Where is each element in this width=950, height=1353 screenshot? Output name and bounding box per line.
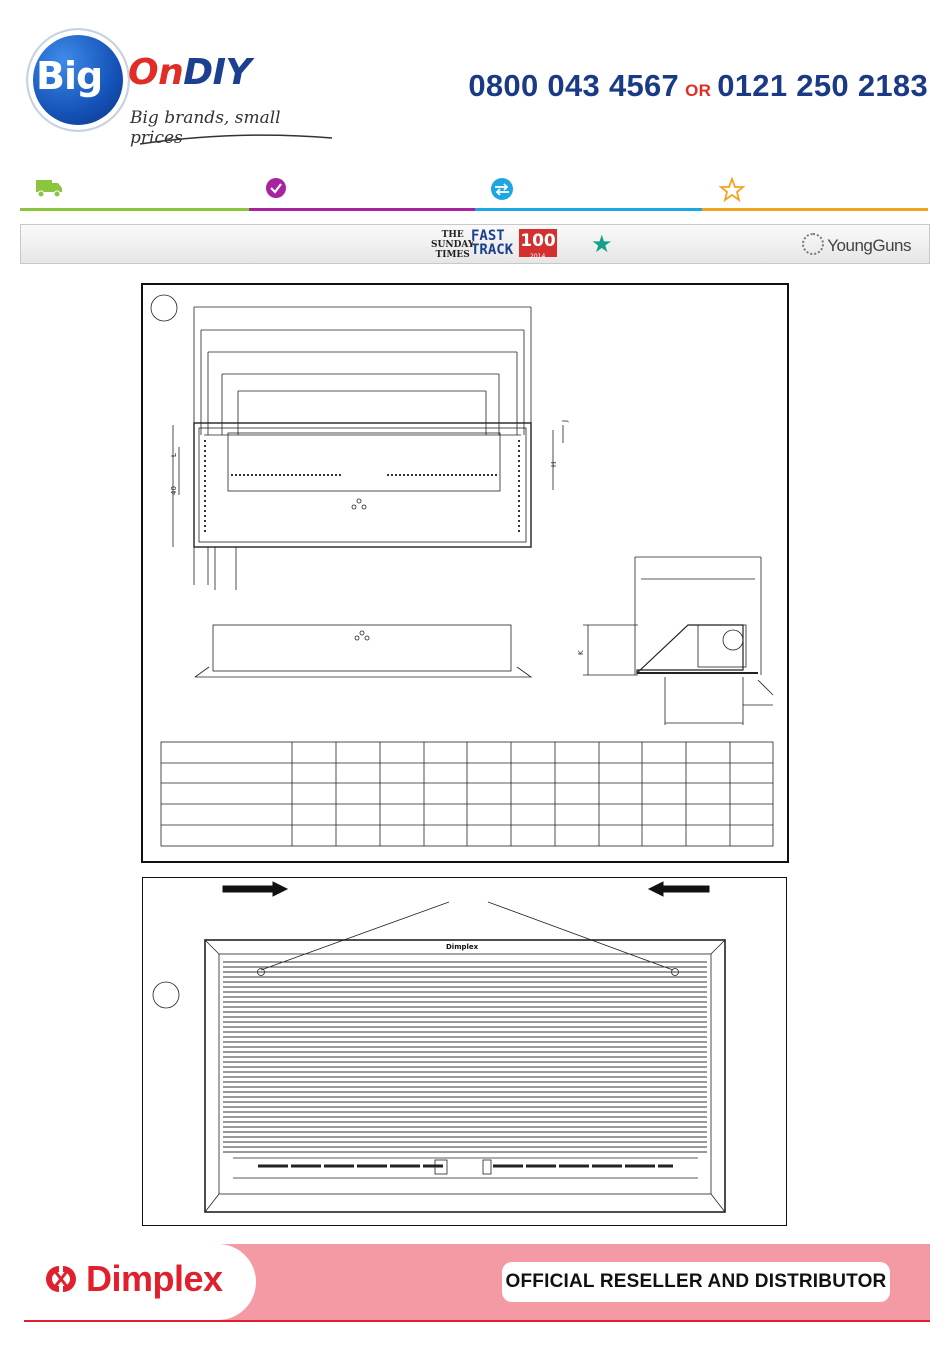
- checkmark-circle-icon: [265, 177, 287, 199]
- phone-numbers[interactable]: [468, 68, 928, 104]
- fast-track-line-2: TRACK: [471, 242, 514, 258]
- logo-big-text: Big: [36, 54, 103, 98]
- feature-divider-blue: [475, 208, 702, 211]
- feature-divider-green: [20, 208, 249, 211]
- arrow-right-icon: [223, 882, 287, 896]
- logo-on-text: On: [128, 52, 184, 93]
- drawing-label-circle: [151, 295, 177, 321]
- official-reseller-badge: OFFICIAL RESELLER AND DISTRIBUTOR: [502, 1262, 890, 1302]
- dimplex-mark-icon: [44, 1264, 78, 1294]
- dim-label-l: L: [170, 453, 178, 457]
- young-guns-text: YoungGuns: [827, 236, 911, 255]
- young-guns-ring-icon: [802, 233, 824, 255]
- logo-ondiy-text: [128, 52, 251, 93]
- dim-label-k: K: [577, 650, 585, 655]
- dimension-drawing-panel: [141, 283, 789, 863]
- dim-label-j: J: [561, 419, 569, 422]
- footer-band: [24, 1244, 930, 1320]
- star-outline-icon: [719, 177, 745, 203]
- dim-label-h: H: [550, 461, 558, 467]
- feature-divider-purple: [249, 208, 475, 211]
- feature-divider-orange: [702, 208, 928, 211]
- fast-track-year: 2014: [530, 253, 546, 260]
- dimplex-brand-text: Dimplex: [86, 1258, 223, 1299]
- grille-brand-label: Dimplex: [446, 943, 479, 951]
- drawing-label-circle-2: [153, 982, 179, 1008]
- front-grille-drawing: [143, 878, 786, 1225]
- phone-number-1[interactable]: 0800 043 4567: [468, 68, 680, 103]
- delivery-truck-icon: [35, 177, 63, 199]
- dimension-drawing: [143, 285, 787, 861]
- young-guns-logo: [802, 233, 911, 256]
- exchange-arrows-icon: [490, 177, 514, 201]
- logo-tagline: Big brands, small prices: [130, 108, 281, 148]
- phone-number-2[interactable]: 0121 250 2183: [717, 68, 928, 103]
- awards-bar: [20, 224, 930, 264]
- award-star-icon: ★: [591, 230, 613, 258]
- phone-or: OR: [685, 81, 712, 100]
- dimplex-logo[interactable]: [44, 1258, 223, 1300]
- dimension-table: [161, 742, 773, 846]
- tagline-swoosh: [136, 126, 336, 148]
- arrow-left-icon: [649, 882, 709, 896]
- fast-track-line-1: FAST: [471, 228, 505, 244]
- fast-track-badge: 100: [519, 229, 557, 257]
- front-grille-panel: [142, 877, 787, 1226]
- sunday-times-logo: THE SUNDAY TIMES: [431, 230, 475, 260]
- logo-diy-text: DIY: [183, 52, 252, 93]
- dim-label-40: 40: [170, 486, 178, 495]
- fast-track-text: [471, 229, 513, 257]
- footer-rule: [24, 1320, 930, 1322]
- bigondiy-logo[interactable]: [28, 26, 328, 156]
- grille-louvres: [223, 962, 707, 1152]
